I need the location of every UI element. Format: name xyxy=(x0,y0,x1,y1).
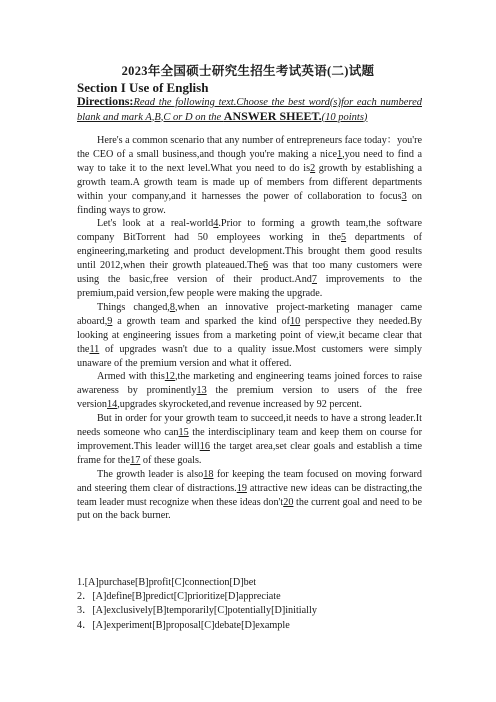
blank-number: 7 xyxy=(311,274,317,286)
passage-paragraph xyxy=(77,370,422,412)
blank-number: 2 xyxy=(310,162,316,174)
passage-text: on finding ways to grow. xyxy=(77,190,423,216)
passage-text: was that too many customers were using the basic,free version of their product.And xyxy=(77,260,422,286)
blank-number: 5 xyxy=(341,232,347,244)
passage-text: perspective they needed.By looking at engineering issues from a marketing point of view,it became clear that the xyxy=(77,315,422,355)
passage-text: attractive new ideas can be distracting,the team leader must recognize when these ideas don't xyxy=(77,482,422,508)
passage-text: Things changed, xyxy=(97,301,170,313)
blank-number: 13 xyxy=(196,385,207,397)
blank-number: 10 xyxy=(289,315,301,327)
passage-text: departments of engineering,marketing and product development.This brought them good results until 2012,when their growth plateaued.The xyxy=(77,232,423,272)
passage-text: .Prior to forming a growth team,the software company BitTorrent had 50 employees working in the xyxy=(77,218,422,244)
passage-text: the target area,set clear goals and establish a time frame for the xyxy=(77,440,422,466)
blank-number: 14 xyxy=(107,399,118,411)
directions-points: (10 points) xyxy=(321,111,368,123)
blank-number: 17 xyxy=(130,454,141,466)
passage-text: But in order for your growth team to succeed,it needs to have a strong leader.It needs someone who can xyxy=(77,413,422,439)
blank-number: 12 xyxy=(164,371,175,383)
passage-paragraph xyxy=(77,217,422,300)
passage xyxy=(77,134,422,523)
option-row: 2．[A]define[B]predict[C]prioritize[D]appreciate xyxy=(77,591,281,603)
passage-text: improvements to the premium,paid version,few people were making the upgrade. xyxy=(77,274,423,299)
option-row: 4．[A]experiment[B]proposal[C]debate[D]example xyxy=(77,619,290,631)
blank-number: 4 xyxy=(213,218,219,230)
blank-number: 6 xyxy=(262,260,269,272)
passage-text: the current goal and need to be put on the back burner. xyxy=(77,496,422,522)
directions-text: Read the following text.Choose the best word(s)for each numbered blank and mark A,B,C or D on the xyxy=(77,97,422,123)
passage-text: ,you need to find a way to take it to the next level.What you need to do is xyxy=(77,148,423,174)
options-list xyxy=(77,576,422,633)
blank-number: 19 xyxy=(236,482,247,494)
blank-number: 18 xyxy=(203,468,214,480)
passage-paragraph xyxy=(77,301,422,371)
passage-text: The growth leader is also xyxy=(97,468,204,480)
section-heading: Section I Use of English xyxy=(77,80,209,95)
passage-text: for keeping the team focused on moving forward and steering them clear of distractions. xyxy=(77,468,422,494)
passage-text: Let's look at a real-world xyxy=(97,218,214,230)
directions-block xyxy=(77,95,422,124)
passage-text: of these goals. xyxy=(140,454,202,466)
option-row: 3．[A]exclusively[B]temporarily[C]potentially[D]initially xyxy=(77,605,317,617)
passage-text: Here's a common scenario that any number of entrepreneurs face today：you're the CEO of a small business,and though you're making a nice xyxy=(77,135,423,160)
passage-text: the premium version to users of the free version xyxy=(77,385,422,411)
blank-number: 8 xyxy=(169,301,175,313)
passage-text: ,upgrades skyrocketed,and revenue increased by 92 percent. xyxy=(117,399,362,411)
blank-number: 1 xyxy=(337,148,343,160)
blank-number: 9 xyxy=(107,315,113,327)
passage-paragraph xyxy=(77,468,422,524)
passage-text: Armed with this xyxy=(97,371,165,383)
option-row: 1.[A]purchase[B]profit[C]connection[D]bet xyxy=(77,577,257,588)
exam-title: 2023年全国硕士研究生招生考试英语(二)试题 xyxy=(121,64,375,78)
passage-text: ,when an innovative project-marketing manager came aboard, xyxy=(77,301,422,327)
blank-number: 16 xyxy=(199,440,210,452)
passage-text: the interdisciplinary team and keep them on course for improvement.This leader will xyxy=(77,427,422,452)
passage-text: growth by establishing a growth team.A growth team is made up of members from different departments within your company,and it harnesses the power of collaboration to focus xyxy=(77,162,422,202)
directions-label: Directions: xyxy=(77,94,134,108)
passage-paragraph xyxy=(77,412,422,468)
blank-number: 11 xyxy=(89,343,100,355)
answer-sheet-label: ANSWER SHEET. xyxy=(223,108,322,123)
blank-number: 20 xyxy=(283,496,294,508)
passage-text: a growth team and sparked the kind of xyxy=(112,315,290,327)
blank-number: 3 xyxy=(401,190,407,202)
passage-text: ,the marketing and engineering teams joined forces to raise awareness by prominently xyxy=(77,371,422,397)
passage-text: of upgrades wasn't due to a quality issue.Most customers were simply unaware of the premium version and what it offered. xyxy=(77,343,422,369)
blank-number: 15 xyxy=(178,427,189,439)
passage-paragraph xyxy=(77,134,422,217)
